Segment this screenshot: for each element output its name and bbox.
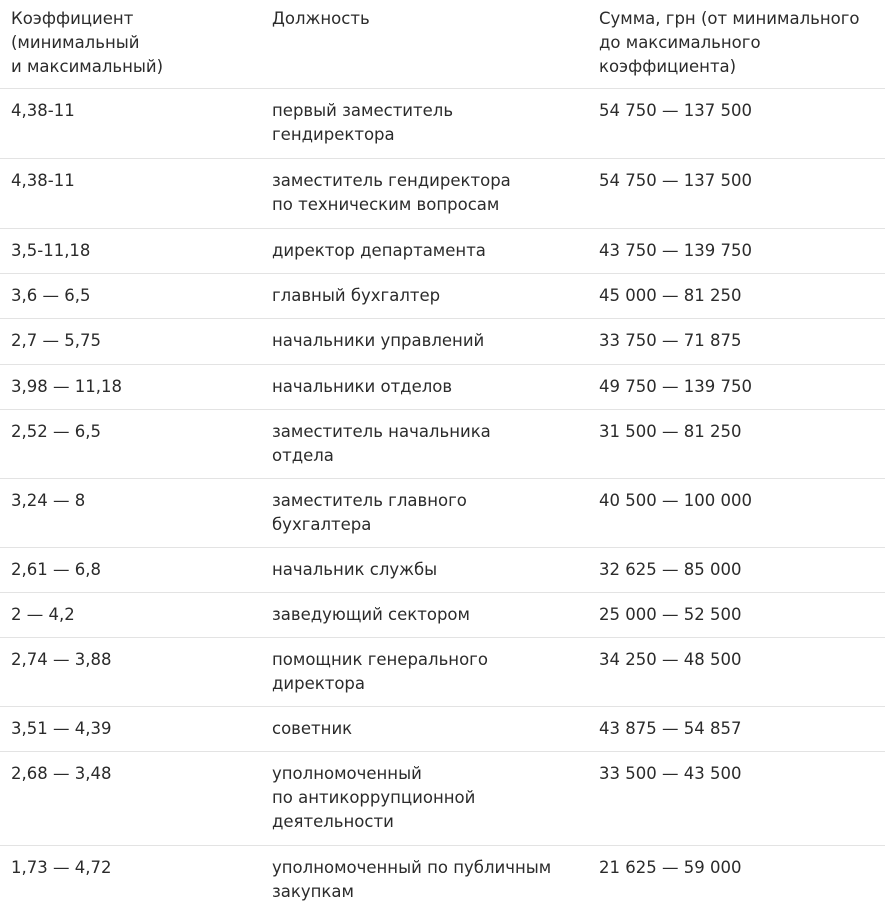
coefficient-cell: 4,38-11: [11, 171, 75, 190]
position-cell: начальники отделов: [272, 377, 453, 396]
table-row: [0, 319, 885, 365]
amount-cell: 33 500 — 43 500: [599, 764, 742, 783]
position-cell: помощник генерального директора: [272, 650, 488, 693]
position-cell: главный бухгалтер: [272, 286, 441, 305]
amount-cell: 34 250 — 48 500: [599, 650, 742, 669]
coefficient-cell: 1,73 — 4,72: [11, 858, 112, 877]
coefficient-cell: 3,98 — 11,18: [11, 377, 122, 396]
position-cell: заместитель главного бухгалтера: [272, 491, 467, 534]
position-cell: заместитель гендиректора по техническим вопросам: [272, 171, 511, 214]
amount-cell: 45 000 — 81 250: [599, 286, 742, 305]
amount-cell: 32 625 — 85 000: [599, 560, 742, 579]
coefficient-cell: 3,51 — 4,39: [11, 719, 112, 738]
header-amount: Сумма, грн (от минимального до максимального коэффициента): [599, 9, 860, 76]
position-cell: начальники управлений: [272, 331, 485, 350]
position-cell: советник: [272, 719, 353, 738]
amount-cell: 33 750 — 71 875: [599, 331, 742, 350]
coefficient-cell: 3,5-11,18: [11, 241, 91, 260]
table-row: [0, 410, 885, 479]
coefficient-cell: 3,24 — 8: [11, 491, 86, 510]
amount-cell: 43 750 — 139 750: [599, 241, 752, 260]
table-row: [0, 548, 885, 593]
table-row: [0, 707, 885, 752]
position-cell: заместитель начальника отдела: [272, 422, 491, 465]
coefficient-cell: 3,6 — 6,5: [11, 286, 91, 305]
coefficient-cell: 2,68 — 3,48: [11, 764, 112, 783]
coefficient-cell: 2,61 — 6,8: [11, 560, 101, 579]
amount-cell: 40 500 — 100 000: [599, 491, 752, 510]
table-row: [0, 274, 885, 319]
table-row: [0, 752, 885, 846]
coefficient-cell: 2,7 — 5,75: [11, 331, 101, 350]
table-header-row: [0, 0, 885, 89]
position-cell: уполномоченный по антикоррупционной деятельности: [272, 764, 476, 831]
amount-cell: 25 000 — 52 500: [599, 605, 742, 624]
amount-cell: 31 500 — 81 250: [599, 422, 742, 441]
table-row: [0, 229, 885, 274]
coefficient-cell: 2,74 — 3,88: [11, 650, 112, 669]
amount-cell: 49 750 — 139 750: [599, 377, 752, 396]
coefficient-cell: 2 — 4,2: [11, 605, 75, 624]
header-coefficient: Коэффициент (минимальный и максимальный): [11, 9, 164, 76]
position-cell: уполномоченный по публичным закупкам: [272, 858, 552, 901]
table-row: [0, 365, 885, 410]
table-row: [0, 159, 885, 229]
amount-cell: 54 750 — 137 500: [599, 101, 752, 120]
table-row: [0, 479, 885, 548]
position-cell: директор департамента: [272, 241, 486, 260]
table-row: [0, 638, 885, 707]
amount-cell: 21 625 — 59 000: [599, 858, 742, 877]
table-row: [0, 846, 885, 904]
header-position: Должность: [272, 9, 370, 28]
coefficient-cell: 2,52 — 6,5: [11, 422, 101, 441]
position-cell: первый заместитель гендиректора: [272, 101, 454, 144]
position-cell: заведующий сектором: [272, 605, 470, 624]
amount-cell: 54 750 — 137 500: [599, 171, 752, 190]
coefficient-cell: 4,38-11: [11, 101, 75, 120]
table-row: [0, 89, 885, 159]
table-row: [0, 593, 885, 638]
position-cell: начальник службы: [272, 560, 438, 579]
amount-cell: 43 875 — 54 857: [599, 719, 742, 738]
